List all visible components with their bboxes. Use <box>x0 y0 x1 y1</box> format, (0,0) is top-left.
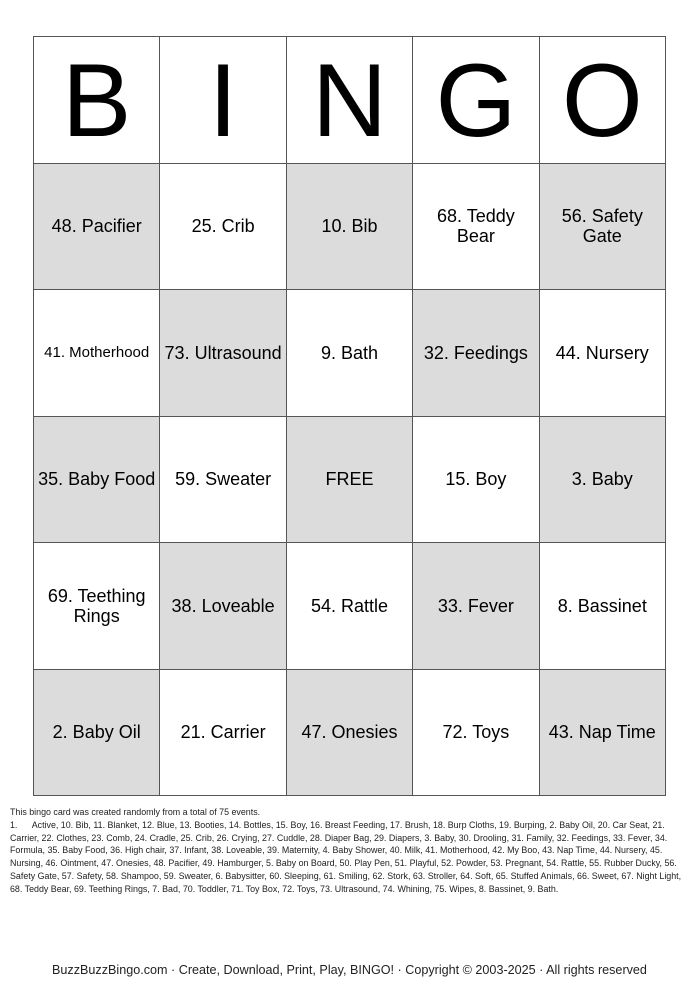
bingo-cell: 73. Ultrasound <box>160 290 286 417</box>
site-footer: BuzzBuzzBingo.com · Create, Download, Print, Play, BINGO! · Copyright © 2003-2025 · All rights reserved <box>52 963 647 977</box>
bingo-cell: 56. Safety Gate <box>540 164 666 291</box>
bingo-cell: 21. Carrier <box>160 670 286 797</box>
bingo-cell: 44. Nursery <box>540 290 666 417</box>
bingo-cell: 8. Bassinet <box>540 543 666 670</box>
bingo-cell: 47. Onesies <box>287 670 413 797</box>
bingo-cell: 43. Nap Time <box>540 670 666 797</box>
bingo-cell: 48. Pacifier <box>34 164 160 291</box>
bingo-cell: 32. Feedings <box>413 290 539 417</box>
bingo-cell: 72. Toys <box>413 670 539 797</box>
header-letter-o: O <box>540 37 666 164</box>
bingo-cell: 68. Teddy Bear <box>413 164 539 291</box>
bingo-card <box>33 36 666 796</box>
bingo-cell: 35. Baby Food <box>34 417 160 544</box>
card-summary: This bingo card was created randomly from a total of 75 events. <box>10 807 261 817</box>
header-letter-b: B <box>34 37 160 164</box>
bingo-cell: 15. Boy <box>413 417 539 544</box>
bingo-cell: 54. Rattle <box>287 543 413 670</box>
bingo-cell: 25. Crib <box>160 164 286 291</box>
free-space-cell: FREE <box>287 417 413 544</box>
header-letter-i: I <box>160 37 286 164</box>
bingo-cell: 41. Motherhood <box>34 290 160 417</box>
bingo-cell: 69. Teething Rings <box>34 543 160 670</box>
header-letter-n: N <box>287 37 413 164</box>
bingo-cell: 3. Baby <box>540 417 666 544</box>
events-list: 1. Active, 10. Bib, 11. Blanket, 12. Blue, 13. Booties, 14. Bottles, 15. Boy, 16. Breast Feeding, 17. Brush, 18. Burp Cloths, 19. Burping, 2. Baby Oil, 20. Car Seat, 21. Carrier, 22. Clothes, 23. Comb, 24. Cradle, 25. Crib, 26. Crying, 27. Cuddle, 28. Diaper Bag, 29. Diapers, 3. Baby, 30. Drooling, 31. Family, 32. Feedings, 33. Fever, 34. Formula, 35. Baby Food, 36. High chair, 37. Infant, 38. Loveable, 39. Maternity, 4. Baby Shower, 40. Milk, 41. Motherhood, 42. My Boo, 43. Nap Time, 44. Nursery, 45. Nursing, 46. Ointment, 47. Onesies, 48. Pacifier, 49. Hamburger, 5. Baby on Board, 50. Play Pen, 51. Playful, 52. Powder, 53. Pregnant, 54. Rattle, 55. Rubber Ducky, 56. Safety Gate, 57. Safety, 58. Shampoo, 59. Sweater, 6. Babysitter, 60. Sleeping, 61. Smiling, 62. Stork, 63. Stroller, 64. Soft, 65. Stuffed Animals, 66. Sweet, 67. Night Light, 68. Teddy Bear, 69. Teething Rings, 7. Bad, 70. Toddler, 71. Toy Box, 72. Toys, 73. Ultrasound, 74. Whining, 75. Wipes, 8. Bassinet, 9. Bath. <box>10 819 684 894</box>
bingo-cell: 9. Bath <box>287 290 413 417</box>
bingo-cell: 33. Fever <box>413 543 539 670</box>
card-info <box>10 806 690 896</box>
bingo-cell: 59. Sweater <box>160 417 286 544</box>
bingo-cell: 10. Bib <box>287 164 413 291</box>
bingo-cell: 2. Baby Oil <box>34 670 160 797</box>
bingo-cell: 38. Loveable <box>160 543 286 670</box>
header-letter-g: G <box>413 37 539 164</box>
